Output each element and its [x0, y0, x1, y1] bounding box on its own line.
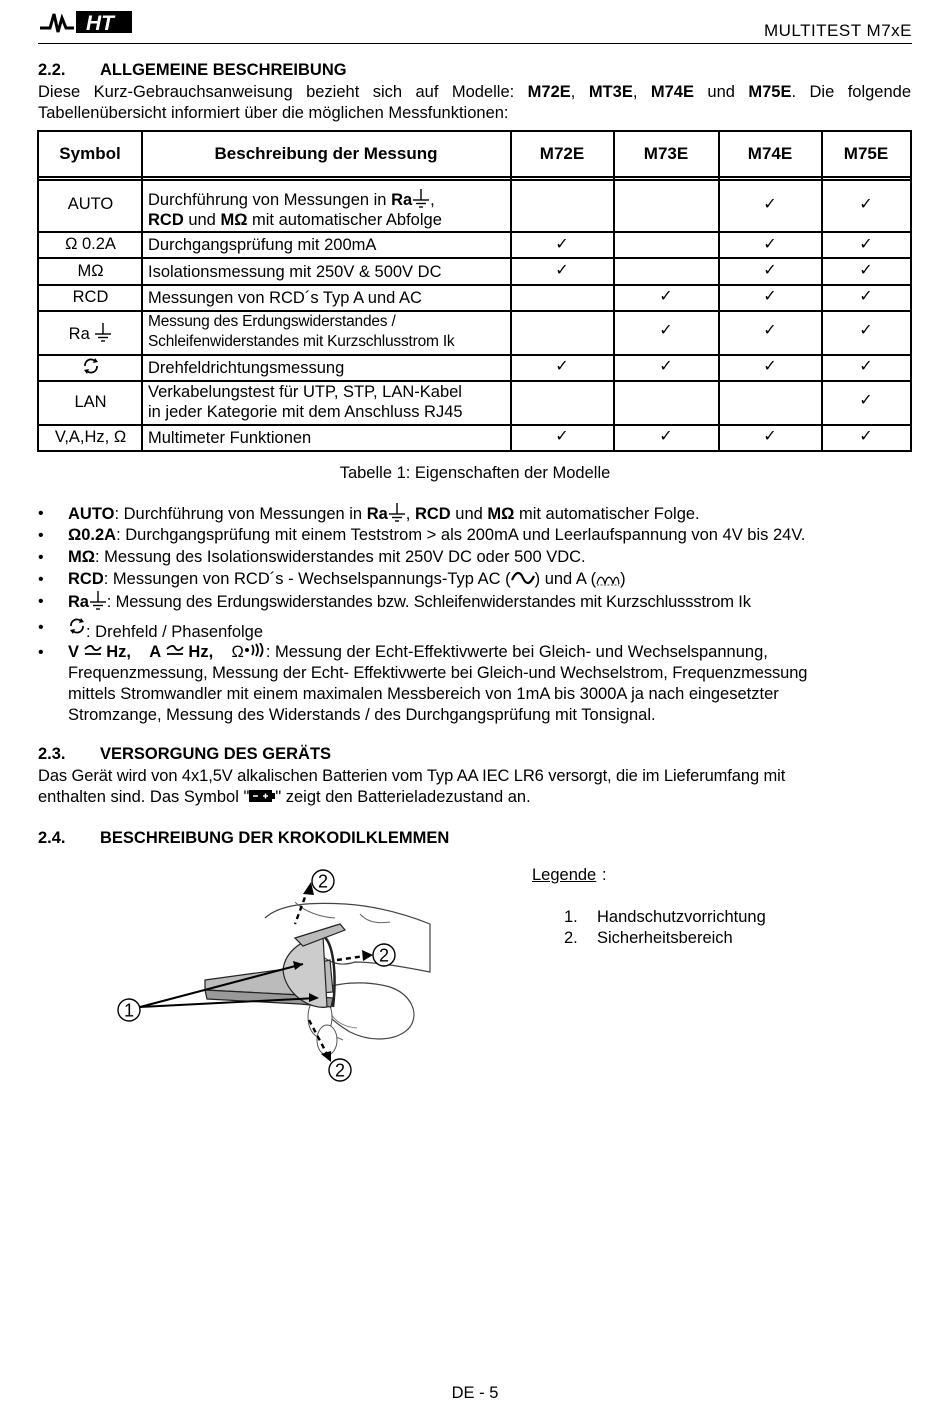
- check-mark: ✓: [659, 358, 673, 375]
- bullet-text: ): [620, 570, 626, 588]
- check-mark: ✓: [763, 262, 777, 279]
- legend-title-text: Legende: [532, 866, 597, 884]
- legend-number: 2.: [564, 929, 578, 947]
- check-mark: ✓: [763, 322, 777, 339]
- row-symbol-ra: [39, 323, 142, 344]
- bullet-bold: RCD: [414, 505, 451, 523]
- intro-paragraph: [38, 82, 911, 124]
- section-number: 2.2.: [38, 61, 66, 79]
- check-mark: ✓: [555, 428, 569, 445]
- legend-text: Sicherheitsbereich: [597, 929, 733, 947]
- check-mark: ✓: [763, 358, 777, 375]
- paragraph-text: " zeigt den Batterieladezustand an.: [275, 788, 531, 806]
- paragraph-line: [38, 787, 911, 808]
- desc-text: und: [183, 211, 221, 229]
- bullet-icon: •: [38, 505, 44, 522]
- check-mark: ✓: [659, 322, 673, 339]
- section-title: BESCHREIBUNG DER KROKODILKLEMMEN: [100, 829, 450, 847]
- ac-dc-icon: [84, 645, 102, 657]
- callout-2: 2: [317, 871, 329, 892]
- bullet-bold: Ra: [68, 593, 89, 611]
- phase-rotation-icon: [68, 617, 86, 635]
- bullet-icon: •: [38, 644, 44, 661]
- bullet-text: ) und A (: [534, 570, 597, 588]
- check-mark: ✓: [659, 288, 673, 305]
- model-name: M72E: [527, 83, 571, 101]
- ac-wave-icon: [511, 571, 535, 585]
- bullet-bold: Hz,: [183, 643, 214, 661]
- section-heading-2-2: [38, 61, 347, 80]
- row-symbol-ohm-02a: Ω 0.2A: [65, 235, 116, 253]
- row-symbol-auto: AUTO: [67, 195, 114, 213]
- section-number: 2.4.: [38, 829, 66, 847]
- check-mark: ✓: [859, 322, 873, 339]
- desc-text: Schleifenwiderstandes mit Kurzschlusstrom Ik: [148, 333, 455, 350]
- battery-icon: [249, 789, 275, 803]
- bullet-text: [68, 591, 911, 613]
- bullet-text: : Messungen von RCD´s - Wechselspannungs-Typ AC (: [103, 570, 511, 588]
- page-number: DE - 5: [451, 1384, 499, 1401]
- check-mark: ✓: [859, 358, 873, 375]
- table-header-symbol: Symbol: [59, 144, 121, 163]
- row-description: Durchgangsprüfung mit 200mA: [148, 236, 377, 254]
- bullet-bold: Ra: [366, 505, 388, 523]
- check-mark: ✓: [555, 236, 569, 253]
- bullet-line: Frequenzmessung, Messung der Echt- Effektivwerte bei Gleich-und Wechselstrom, Frequenzmessung: [68, 664, 808, 682]
- separator: ,: [570, 83, 589, 101]
- legend-item: [564, 908, 766, 927]
- bullet-text: [68, 547, 911, 568]
- section-title: VERSORGUNG DES GERÄTS: [100, 745, 332, 763]
- table-header-m74e: M74E: [747, 144, 793, 163]
- check-mark: ✓: [859, 262, 873, 279]
- section-number: 2.3.: [38, 745, 66, 763]
- ground-icon: [388, 503, 406, 523]
- legend-colon: :: [602, 866, 607, 884]
- power-supply-paragraph: [38, 766, 911, 808]
- bullet-line: Stromzange, Messung des Widerstands / des Durchgangsprüfung mit Tonsignal.: [68, 706, 656, 724]
- page-header: [38, 4, 912, 44]
- bullet-bold: AUTO: [68, 505, 115, 523]
- bullet-bold: MΩ: [487, 505, 515, 523]
- bullet-bold: Ω0.2A: [68, 526, 117, 544]
- row-description: [148, 382, 513, 422]
- legend-item: [564, 929, 733, 948]
- desc-text: Verkabelungstest für UTP, STP, LAN-Kabel: [148, 383, 462, 401]
- row-description: [148, 312, 513, 352]
- bullet-text: [68, 525, 911, 546]
- ground-icon: [94, 323, 112, 343]
- bullet-text: [68, 569, 911, 590]
- row-description: Isolationsmessung mit 250V & 500V DC: [148, 263, 442, 281]
- check-mark: ✓: [859, 288, 873, 305]
- row-description: Multimeter Funktionen: [148, 429, 312, 447]
- bullet-text: und: [450, 505, 488, 523]
- intro-text: . Die folgende Tabellenübersicht informiert über die möglichen Messfunktionen:: [38, 83, 912, 122]
- bullet-bold: A: [149, 643, 162, 661]
- legend-number: 1.: [564, 908, 578, 926]
- ground-icon: [89, 591, 107, 611]
- document-title: MULTITEST M7xE: [763, 21, 912, 40]
- legend-title: [532, 866, 596, 885]
- model-name: MT3E: [588, 83, 633, 101]
- pulsating-dc-icon: [596, 572, 620, 586]
- bullet-text: : Durchgangsprüfung mit einem Teststrom > als 200mA und Leerlaufspannung von 4V bis 24V.: [116, 526, 806, 544]
- check-mark: ✓: [555, 358, 569, 375]
- check-mark: ✓: [859, 392, 873, 409]
- table-header-m72e: M72E: [539, 144, 585, 163]
- ac-dc-icon: [166, 645, 184, 657]
- bullet-text: : Messung des Erdungswiderstandes bzw. Schleifenwiderstandes mit Kurzschlussstrom Ik: [106, 593, 751, 611]
- model-name: M75E: [748, 83, 792, 101]
- desc-text: Messung des Erdungswiderstandes /: [148, 313, 396, 330]
- bullet-text: [68, 617, 911, 643]
- check-mark: ✓: [763, 288, 777, 305]
- row-symbol-lan: LAN: [74, 393, 107, 411]
- table-header-description: Beschreibung der Messung: [214, 144, 438, 163]
- row-symbol-mohm: MΩ: [77, 262, 104, 280]
- bullet-text: : Messung des Isolationswiderstandes mit 250V DC oder 500 VDC.: [94, 548, 586, 566]
- check-mark: ✓: [659, 428, 673, 445]
- models-feature-table: [37, 130, 912, 452]
- desc-bold: Ra: [391, 191, 413, 209]
- bullet-bold: V: [68, 643, 80, 661]
- bullet-text: : Durchführung von Messungen in: [114, 505, 367, 523]
- legend-text: Handschutzvorrichtung: [597, 908, 766, 926]
- check-mark: ✓: [763, 196, 777, 213]
- bullet-icon: •: [38, 619, 44, 636]
- table-header-m73e: M73E: [643, 144, 689, 163]
- bullet-icon: •: [38, 571, 44, 588]
- desc-bold: RCD: [148, 211, 184, 229]
- ground-icon: [412, 189, 430, 209]
- check-mark: ✓: [859, 196, 873, 213]
- bullet-icon: •: [38, 593, 44, 610]
- bullet-bold: MΩ: [68, 548, 95, 566]
- bullet-icon: •: [38, 549, 44, 566]
- desc-text: Durchführung von Messungen in: [148, 191, 392, 209]
- buzzer-icon: [244, 643, 266, 657]
- paragraph-line: Das Gerät wird von 4x1,5V alkalischen Batterien vom Typ AA IEC LR6 versorgt, die im Lieferumfang mit: [38, 767, 786, 785]
- bullet-text: mit automatischer Folge.: [514, 505, 700, 523]
- symbol-text: Ra: [68, 325, 90, 343]
- bullet-bold: Hz,: [101, 643, 131, 661]
- callout-2: 2: [334, 1060, 346, 1081]
- bullet-bold: RCD: [68, 570, 104, 588]
- model-name: M74E: [650, 83, 694, 101]
- callout-2: 2: [378, 945, 390, 966]
- bullet-line: [68, 642, 911, 663]
- check-mark: ✓: [859, 428, 873, 445]
- row-symbol-multimeter: V,A,Hz, Ω: [54, 428, 127, 446]
- phase-rotation-icon: [82, 357, 100, 375]
- check-mark: ✓: [859, 236, 873, 253]
- desc-text: mit automatischer Abfolge: [247, 211, 442, 229]
- check-mark: ✓: [555, 262, 569, 279]
- row-symbol-rcd: RCD: [72, 288, 109, 306]
- bullet-text: [68, 642, 911, 726]
- intro-text: Diese Kurz-Gebrauchsanweisung bezieht sich auf Modelle:: [38, 83, 528, 101]
- logo-text: HT: [86, 12, 114, 35]
- bullet-line: mittels Stromwandler mit einem maximalen Messbereich von 1mA bis 3000A ja nach eingesetzter: [68, 685, 779, 703]
- bullet-text: : Messung der Echt-Effektivwerte bei Gleich- und Wechselspannung,: [265, 643, 768, 661]
- section-title: ALLGEMEINE BESCHREIBUNG: [100, 61, 347, 79]
- section-heading-2-4: [38, 829, 449, 848]
- bullet-text: ,: [405, 505, 415, 523]
- desc-text: in jeder Kategorie mit dem Anschluss RJ45: [148, 403, 463, 421]
- check-mark: ✓: [763, 236, 777, 253]
- row-description: Drehfeldrichtungsmessung: [148, 359, 345, 377]
- bullet-icon: •: [38, 527, 44, 544]
- row-symbol-phase-rotation: [39, 357, 142, 377]
- row-description: Messungen von RCD´s Typ A und AC: [148, 289, 422, 307]
- check-mark: ✓: [763, 428, 777, 445]
- table-caption: Tabelle 1: Eigenschaften der Modelle: [339, 464, 611, 482]
- section-heading-2-3: [38, 745, 331, 764]
- bullet-text: : Drehfeld / Phasenfolge: [86, 623, 264, 641]
- desc-bold: MΩ: [220, 211, 248, 229]
- row-description: [148, 189, 513, 230]
- bullet-text: Ω: [231, 643, 244, 661]
- table-header-m75e: M75E: [843, 144, 889, 163]
- ht-logo-icon: [38, 8, 134, 36]
- crocodile-clip-illustration: [105, 862, 435, 1092]
- separator: und: [693, 83, 749, 101]
- callout-1: 1: [123, 1000, 135, 1021]
- desc-text: ,: [430, 191, 435, 209]
- bullet-text: [68, 503, 911, 525]
- separator: ,: [632, 83, 651, 101]
- paragraph-text: enthalten sind. Das Symbol ": [38, 788, 250, 806]
